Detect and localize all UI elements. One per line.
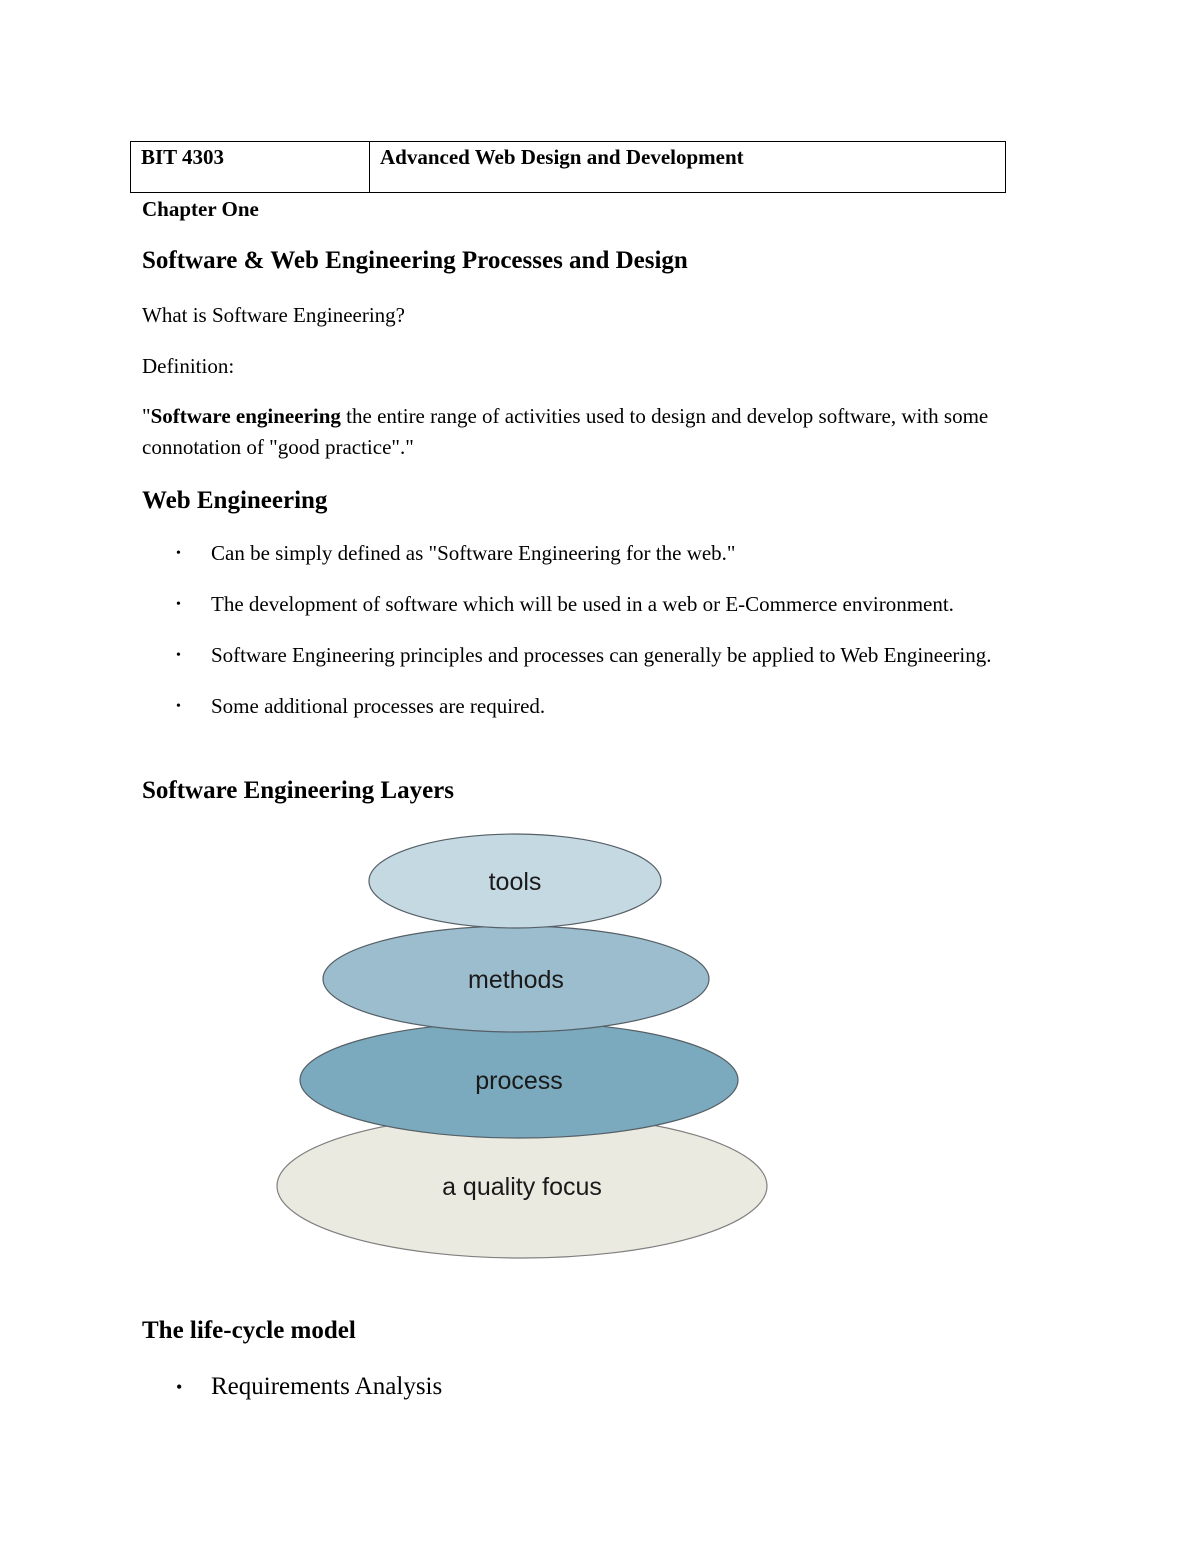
layers-diagram: [260, 820, 790, 1270]
web-engineering-list: [176, 538, 1056, 742]
layers-heading: Software Engineering Layers: [142, 777, 455, 804]
definition-term: Software engineering: [150, 404, 341, 428]
list-item-text: Requirements Analysis: [211, 1373, 443, 1400]
course-title: Advanced Web Design and Development: [370, 142, 1006, 193]
process-label: process: [475, 1067, 563, 1095]
list-item-text: Some additional processes are required.: [211, 694, 546, 718]
main-heading: Software & Web Engineering Processes and Design: [142, 247, 688, 274]
list-item: [176, 1368, 442, 1406]
methods-label: methods: [468, 966, 564, 994]
life-cycle-list: [176, 1368, 442, 1406]
list-item: [176, 691, 1056, 722]
definition-label: Definition:: [142, 354, 235, 378]
bullet-icon: •: [176, 546, 181, 561]
life-cycle-heading: The life-cycle model: [142, 1317, 356, 1344]
list-item-text: The development of software which will be used in a web or E-Commerce environment.: [211, 592, 954, 616]
list-item: [176, 538, 1056, 569]
bullet-icon: •: [176, 597, 181, 612]
list-item: [176, 640, 1056, 671]
course-code: BIT 4303: [131, 142, 370, 193]
bullet-icon: •: [176, 648, 181, 663]
course-header-table: [130, 141, 1006, 193]
tools-label: tools: [488, 868, 542, 896]
definition-open-quote: ": [142, 404, 151, 428]
chapter-label: Chapter One: [142, 197, 259, 221]
list-item-text: Software Engineering principles and processes can generally be applied to Web Engineering.: [211, 643, 992, 667]
question-text: What is Software Engineering?: [142, 303, 405, 327]
bullet-icon: •: [176, 1377, 183, 1397]
web-engineering-heading: Web Engineering: [142, 487, 328, 514]
definition-body: the entire range of activities used to design and develop software, with some connotation of "good practice".": [142, 404, 989, 459]
bullet-icon: •: [176, 699, 181, 714]
list-item-text: Can be simply defined as "Software Engineering for the web.": [211, 541, 736, 565]
list-item: [176, 589, 1056, 620]
quality-focus-label: a quality focus: [442, 1173, 602, 1201]
definition-paragraph: [142, 401, 1062, 463]
